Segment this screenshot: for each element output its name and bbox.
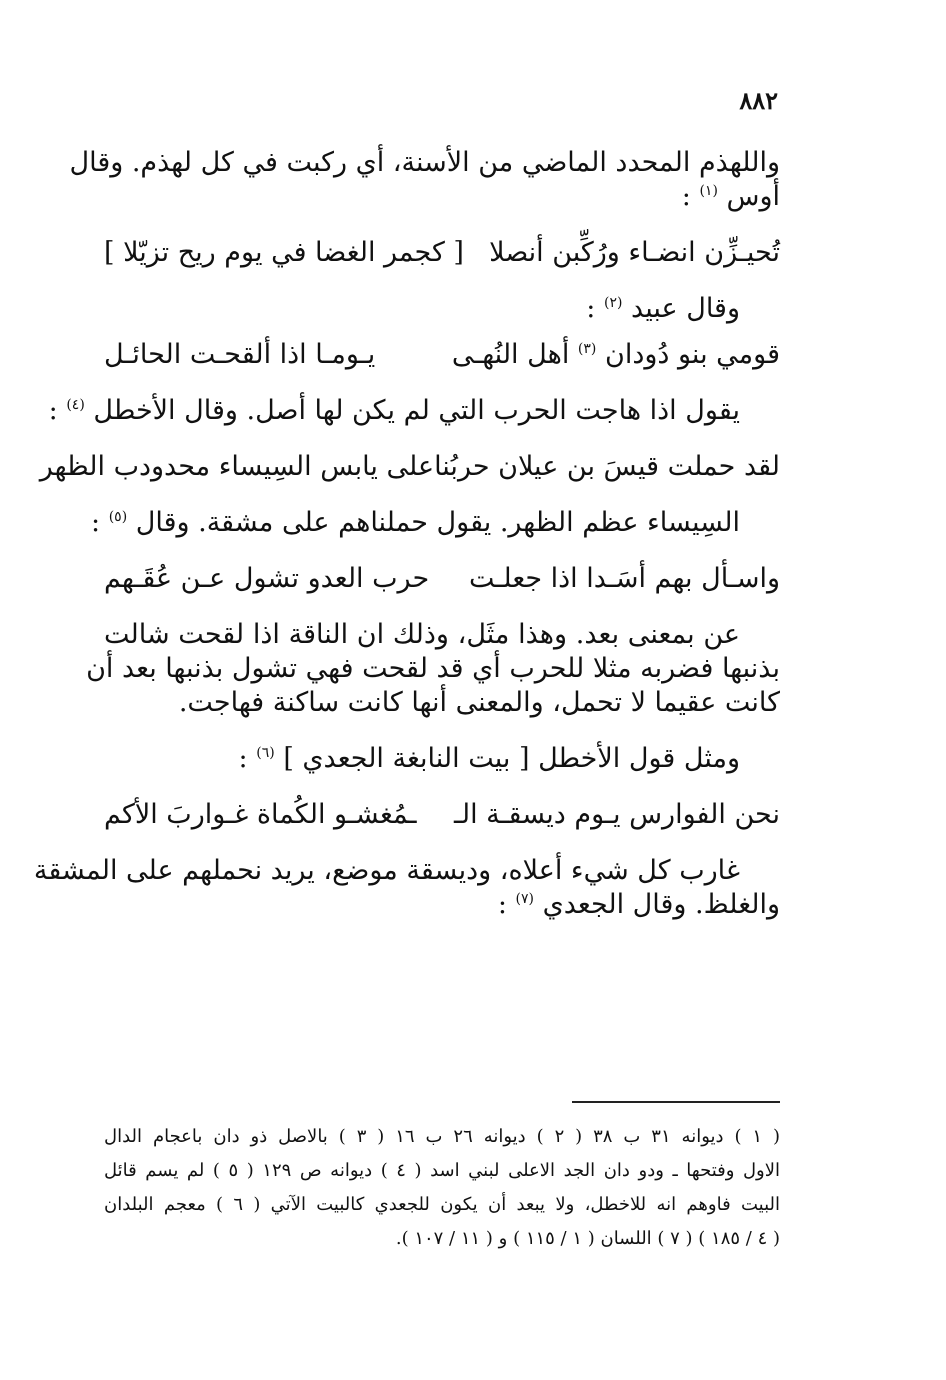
footnote-divider bbox=[572, 1101, 780, 1103]
footnote-line: البيت فاوهم انه للاخطل، ولا يبعد أن يكون للجعدي كالبيت الآتي ( ٦ ) معجم البلدان bbox=[104, 1194, 780, 1215]
verse-second-hemistich: [ كجمر الغضا في يوم ريح تزيّلا ] bbox=[104, 237, 464, 268]
paragraph-line: عن بمعنى بعد. وهذا مثَل، وذلك ان الناقة اذا لقحت شالت bbox=[104, 619, 740, 650]
page-number: ٨٨٢ bbox=[739, 86, 778, 115]
verse-first-hemistich: تُحيـزِّن انضـاء ورُكِّبن أنصلا bbox=[489, 237, 780, 268]
paragraph-line bbox=[104, 180, 780, 214]
footnote-ref: (٦) bbox=[256, 745, 275, 761]
main-text bbox=[33, 146, 780, 922]
footnote-ref: (٣) bbox=[577, 341, 597, 357]
paragraph-line: واللهذم المحدد الماضي من الأسنة، أي ركبت في كل لهذم. وقال bbox=[69, 147, 780, 178]
footnote-ref: (١) bbox=[699, 183, 718, 199]
paragraph-line: والغلظ. وقال الجعدي $^{(٧)}$ : bbox=[497, 889, 780, 920]
poem-verse bbox=[104, 562, 780, 596]
verse-first-hemistich: قومي بنو دُودان $^{(٣)}$ أهل النُهـى bbox=[451, 339, 780, 370]
footnote-ref: (٧) bbox=[515, 891, 535, 907]
poem-verse bbox=[104, 798, 780, 832]
paragraph-line: ومثل قول الأخطل [ بيت النابغة الجعدي ] $^{(٦)}$ : bbox=[238, 743, 740, 774]
verse-first-hemistich: نحن الفوارس يـوم ديسقـة الـ bbox=[453, 799, 780, 830]
footnotes bbox=[104, 1120, 780, 1256]
verse-second-hemistich: على يابس السِيساء محدودب الظهر bbox=[39, 451, 435, 482]
verse-first-hemistich: لقد حملت قيسَ بن عيلان حربُنا bbox=[434, 451, 780, 482]
poem-verse bbox=[39, 450, 780, 484]
speaker-name: أوس bbox=[726, 181, 780, 212]
paragraph-line: غارب كل شيء أعلاه، وديسقة موضع، يريد نحملهم على المشقة bbox=[33, 855, 740, 886]
footnote-ref: (٥) bbox=[108, 509, 128, 525]
paragraph-line: بذنبها فضربه مثلا للحرب أي قد لقحت فهي تشول بذنبها بعد أن bbox=[86, 653, 780, 684]
footnote-ref: (٤) bbox=[66, 397, 85, 413]
verse-second-hemistich: ـمُغشـو الكُماة غـواربَ الأكم bbox=[104, 799, 417, 830]
footnote-line: الاول وفتحها ـ ودو دان الجد الاعلى لبني اسد ( ٤ ) ديوانه ص ١٢٩ ( ٥ ) لم يسم قائل bbox=[104, 1160, 781, 1181]
verse-second-hemistich: يـومـا اذا ألقحـت الحائـل bbox=[104, 339, 376, 370]
verse-first-hemistich: واسـأل بهم أسَـدا اذا جعلـت bbox=[469, 563, 780, 594]
footnote-ref: (٢) bbox=[603, 295, 623, 311]
paragraph-line: كانت عقيما لا تحمل، والمعنى أنها كانت ساكنة فهاجت. bbox=[178, 687, 780, 718]
colon-mark: : bbox=[681, 181, 691, 212]
poem-verse bbox=[104, 338, 780, 372]
verse-second-hemistich: حرب العدو تشول عـن عُقَـهم bbox=[104, 563, 430, 594]
verse-intro: وقال عبيد $^{(٢)}$ : bbox=[586, 293, 740, 324]
poem-verse bbox=[104, 236, 780, 270]
footnote-line: ( ٤ / ١٨٥ ) ( ٧ ) اللسان ( ١ / ١١٥ ) و ( ١١ / ١٠٧ ). bbox=[395, 1228, 780, 1249]
paragraph-line: يقول اذا هاجت الحرب التي لم يكن لها أصل. وقال الأخطل $^{(٤)}$ : bbox=[48, 395, 740, 426]
footnote-line: ( ١ ) ديوانه ٣١ ب ٣٨ ( ٢ ) ديوانه ٢٦ ب ١٦ ( ٣ ) بالاصل ذو دان باعجام الدال bbox=[104, 1126, 781, 1147]
paragraph-line: السِيساء عظم الظهر. يقول حملناهم على مشقة. وقال $^{(٥)}$ : bbox=[90, 507, 740, 538]
